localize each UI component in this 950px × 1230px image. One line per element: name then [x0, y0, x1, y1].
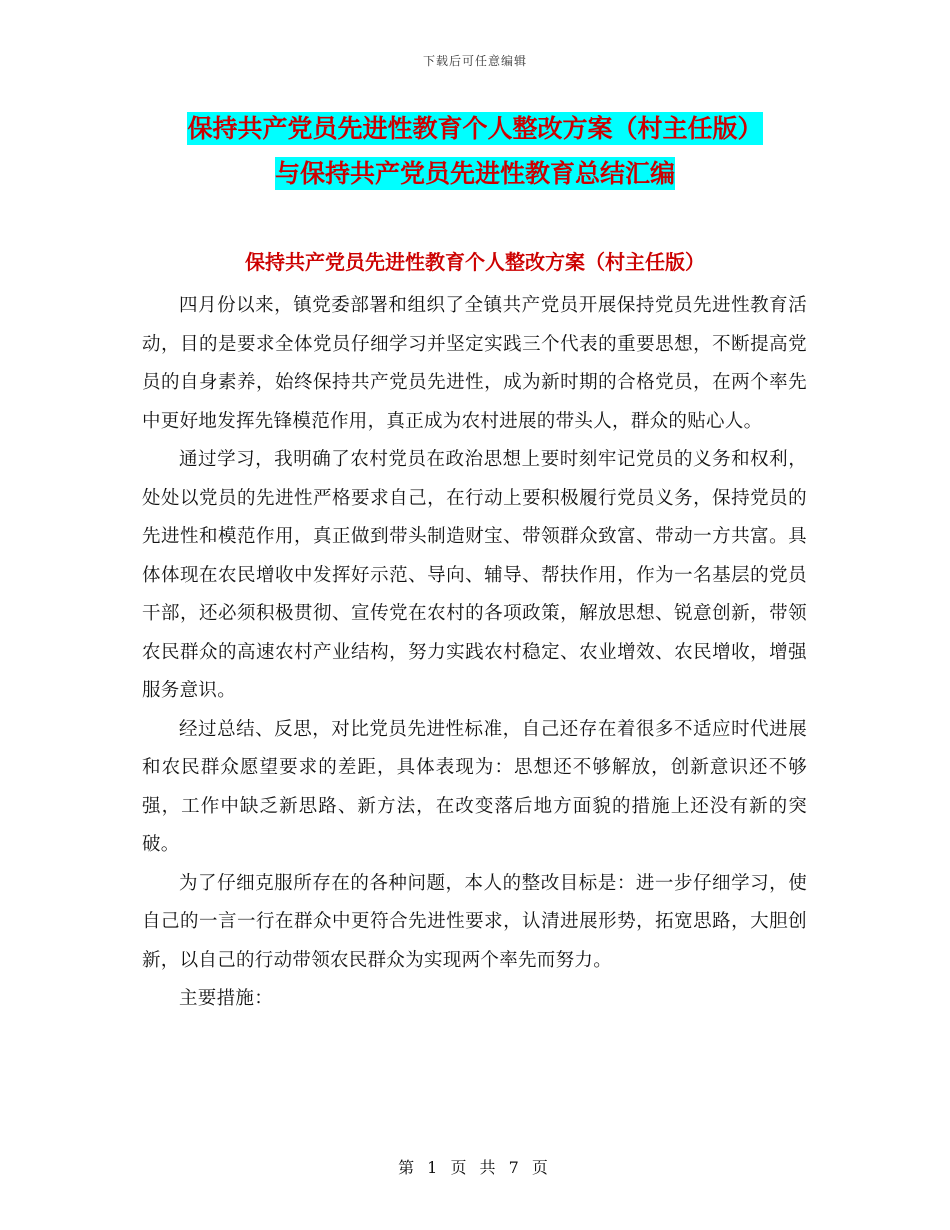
main-title-line-2 — [0, 159, 950, 189]
page-number-footer: 第 1 页 共 7 页 — [398, 1158, 552, 1177]
main-title-line-2-text: 与保持共产党员先进性教育总结汇编 — [274, 159, 675, 188]
section-title: 保持共产党员先进性教育个人整改方案（村主任版） — [245, 250, 705, 274]
paragraph-1: 四月份以来，镇党委部署和组织了全镇共产党员开展保持党员先进性教育活动，目的是要求全体党员仔细学习并坚定实践三个代表的重要思想，不断提高党员的自身素养，始终保持共产党员先进性，成为新时期的合格党员，在两个率先中更好地发挥先锋模范作用，真正成为农村进展的带头人，群众的贴心人。 — [142, 295, 807, 432]
paragraph-5: 主要措施： — [179, 988, 274, 1009]
header-note: 下载后可任意编辑 — [422, 54, 527, 68]
main-title-line-1 — [0, 114, 950, 144]
document-body — [142, 287, 807, 1019]
main-title-line-1-text: 保持共产党员先进性教育个人整改方案（村主任版） — [187, 114, 763, 143]
paragraph-2: 通过学习，我明确了农村党员在政治思想上要时刻牢记党员的义务和权利，处处以党员的先进性严格要求自己，在行动上要积极履行党员义务，保持党员的先进性和模范作用，真正做到带头制造财宝、带领群众致富、带动一方共富。具体体现在农民增收中发挥好示范、导向、辅导、帮扶作用，作为一名基层的党员干部，还必须积极贯彻、宣传党在农村的各项政策，解放思想、锐意创新，带领农民群众的高速农村产业结构，努力实践农村稳定、农业增效、农民增收，增强服务意识。 — [142, 449, 807, 701]
paragraph-3: 经过总结、反思，对比党员先进性标准，自己还存在着很多不适应时代进展和农民群众愿望要求的差距，具体表现为：思想还不够解放，创新意识还不够强，工作中缺乏新思路、新方法，在改变落后地方面貌的措施上还没有新的突破。 — [142, 718, 807, 855]
paragraph-4: 为了仔细克服所存在的各种问题，本人的整改目标是：进一步仔细学习，使自己的一言一行在群众中更符合先进性要求，认清进展形势，拓宽思路，大胆创新，以自己的行动带领农民群众为实现两个率先而努力。 — [142, 872, 807, 971]
